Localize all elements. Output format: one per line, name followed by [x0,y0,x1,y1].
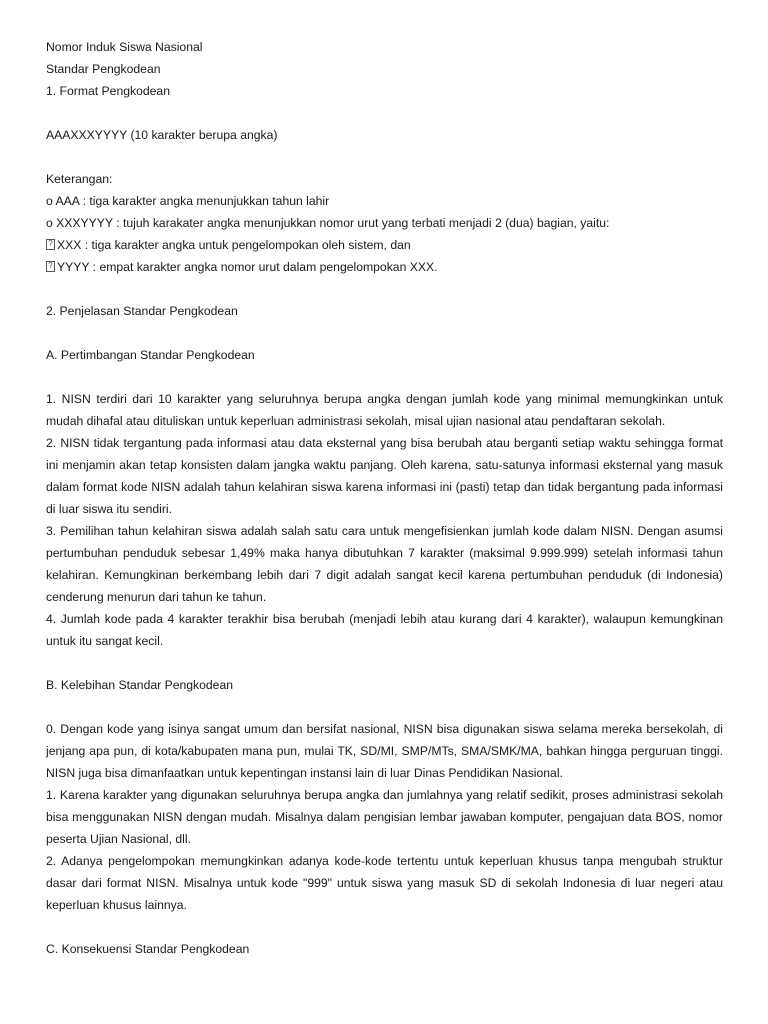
missing-glyph-icon [46,239,55,250]
format-line: AAAXXXYYYY (10 karakter berupa angka) [46,128,278,142]
section-b-paragraph: 2. Adanya pengelompokan memungkinkan adanya kode-kode tertentu untuk keperluan khusus tanpa mengubah struktur dasar dari format NISN. Misalnya untuk kode "999" untuk siswa yang masuk SD di sekolah Indonesia di luar negeri atau keperluan khusus lainnya. [46,854,723,912]
section-a-paragraph: 1. NISN terdiri dari 10 karakter yang seluruhnya berupa angka dengan jumlah kode yang minimal memungkinkan untuk mudah dihafal atau dituliskan untuk keperluan administrasi sekolah, misal ujian nasional atau pendaftaran sekolah. [46,392,723,428]
section-a-paragraph: 2. NISN tidak tergantung pada informasi atau data eksternal yang bisa berubah atau berganti setiap waktu sehingga format ini menjamin akan tetap konsisten dalam jangka waktu panjang. Oleh karena, satu-satunya informasi eksternal yang masuk dalam format kode NISN adalah tahun kelahiran siswa karena informasi ini (pasti) tetap dan tidak bergantung pada informasi di luar siswa itu sendiri. [46,436,723,516]
keterangan-subitem-2 [46,256,723,278]
section-a-heading: A. Pertimbangan Standar Pengkodean [46,348,255,362]
section-2-heading: 2. Penjelasan Standar Pengkodean [46,304,238,318]
subitem-2-text: YYYY : empat karakter angka nomor urut dalam pengelompokan XXX. [57,260,438,274]
keterangan-item-1: o AAA : tiga karakter angka menunjukkan tahun lahir [46,194,330,208]
section-a-paragraph: 4. Jumlah kode pada 4 karakter terakhir bisa berubah (menjadi lebih atau kurang dari 4 karakter), walaupun kemungkinan untuk itu sangat kecil. [46,612,723,648]
keterangan-label: Keterangan: [46,172,113,186]
section-c-heading: C. Konsekuensi Standar Pengkodean [46,942,250,956]
section-1-heading: 1. Format Pengkodean [46,84,170,98]
keterangan-item-2: o XXXYYYY : tujuh karakater angka menunjukkan nomor urut yang terbati menjadi 2 (dua) bagian, yaitu: [46,216,610,230]
subitem-1-text: XXX : tiga karakter angka untuk pengelompokan oleh sistem, dan [57,238,411,252]
section-a-paragraph: 3. Pemilihan tahun kelahiran siswa adalah salah satu cara untuk mengefisienkan jumlah kode dalam NISN. Dengan asumsi pertumbuhan penduduk sebesar 1,49% maka hanya dibutuhkan 7 karakter (maksimal 9.999.999) setelah informasi tahun kelahiran. Kemungkinan berkembang lebih dari 7 digit adalah sangat kecil karena pertumbuhan penduduk (di Indonesia) cenderung menurun dari tahun ke tahun. [46,524,723,604]
doc-title: Nomor Induk Siswa Nasional [46,40,203,54]
section-b-paragraph: 0. Dengan kode yang isinya sangat umum dan bersifat nasional, NISN bisa digunakan siswa selama mereka bersekolah, di jenjang apa pun, di kota/kabupaten mana pun, mulai TK, SD/MI, SMP/MTs, SMA/SMK/MA, bahkan hingga perguruan tinggi. NISN juga bisa dimanfaatkan untuk kepentingan instansi lain di luar Dinas Pendidikan Nasional. [46,722,723,780]
doc-subtitle: Standar Pengkodean [46,62,161,76]
document-content [46,36,723,960]
keterangan-subitem-1 [46,234,723,256]
section-b-heading: B. Kelebihan Standar Pengkodean [46,678,234,692]
section-b-paragraph: 1. Karena karakter yang digunakan seluruhnya berupa angka dan jumlahnya yang relatif sedikit, proses administrasi sekolah bisa menggunakan NISN dengan mudah. Misalnya dalam pengisian lembar jawaban komputer, pengajuan data BOS, nomor peserta Ujian Nasional, dll. [46,788,723,846]
missing-glyph-icon [46,261,55,272]
